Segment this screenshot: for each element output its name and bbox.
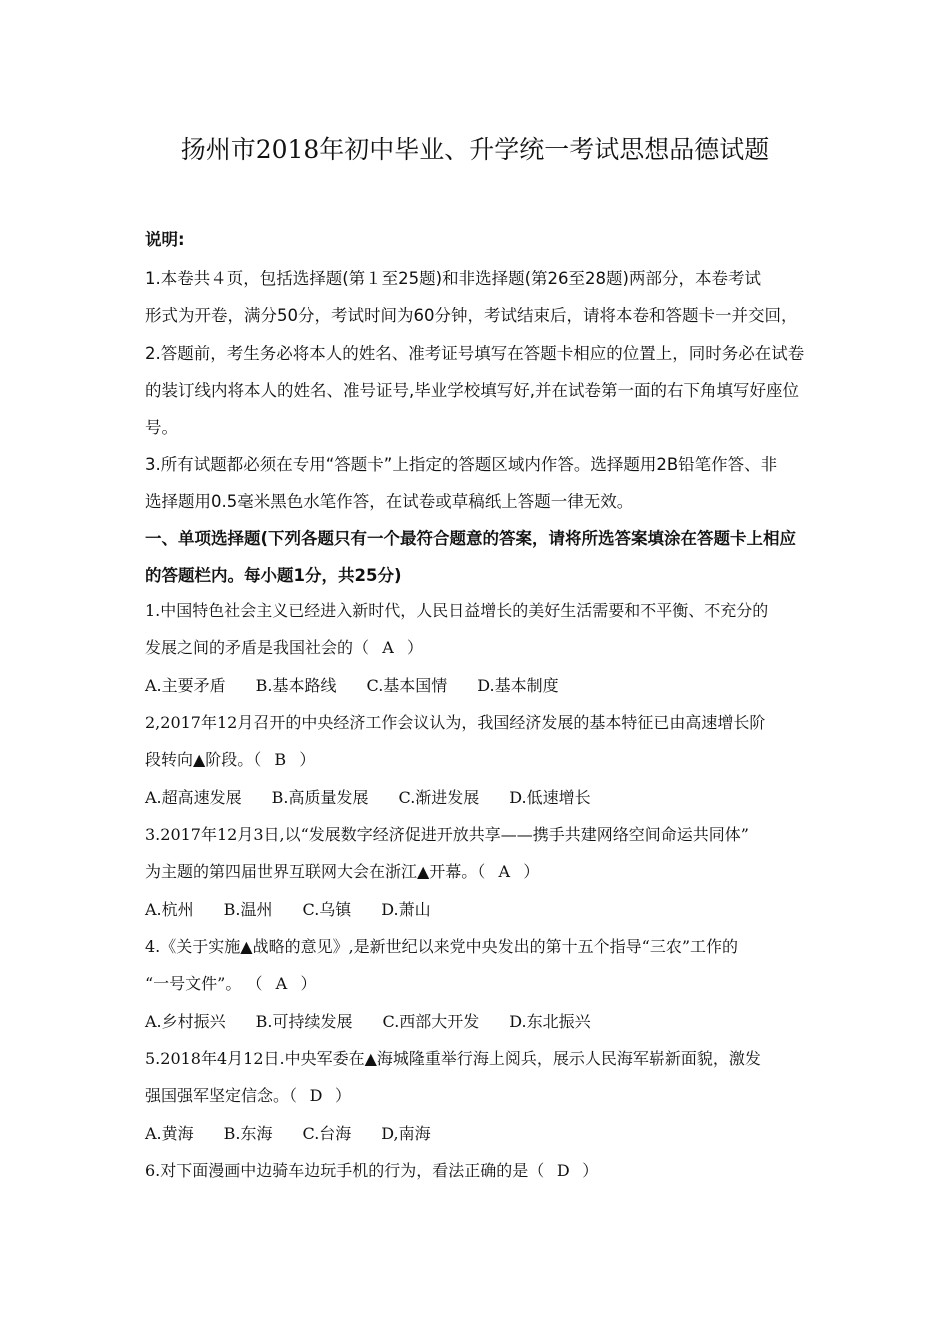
option: B.基本路线 bbox=[255, 676, 337, 695]
option: B.可持续发展 bbox=[255, 1012, 353, 1031]
instructions-heading: 说明: bbox=[145, 230, 185, 249]
option: C.乌镇 bbox=[302, 900, 352, 919]
question-answer: A bbox=[275, 974, 288, 993]
question-stem: 为主题的第四届世界互联网大会在浙江▲开幕。（ A ） bbox=[145, 862, 540, 881]
option: C.台海 bbox=[302, 1124, 352, 1143]
question-stem: 2,2017年12月召开的中央经济工作会议认为，我国经济发展的基本特征已由高速增长阶 bbox=[145, 713, 766, 732]
question-stem: 1.中国特色社会主义已经进入新时代，人民日益增长的美好生活需要和不平衡、不充分的 bbox=[145, 601, 769, 620]
option: A.主要矛盾 bbox=[145, 676, 226, 695]
section-heading: 一、单项选择题(下列各题只有一个最符合题意的答案，请将所选答案填涂在答题卡上相应 bbox=[145, 529, 797, 548]
question-answer: D bbox=[556, 1161, 570, 1180]
option: D.低速增长 bbox=[509, 788, 591, 807]
question-stem: 3.2017年12月3日,以“发展数字经济促进开放共享——携手共建网络空间命运共同体” bbox=[145, 825, 749, 844]
question-options bbox=[145, 785, 591, 808]
question-answer: A bbox=[498, 862, 511, 881]
question-options bbox=[145, 1009, 591, 1032]
question-answer: D bbox=[309, 1086, 323, 1105]
instruction-line: 2.答题前，考生务必将本人的姓名、准考证号填写在答题卡相应的位置上，同时务必在试卷 bbox=[145, 344, 805, 363]
instruction-line: 选择题用0.5毫米黑色水笔作答，在试卷或草稿纸上答题一律无效。 bbox=[145, 492, 634, 511]
option: C.基本国情 bbox=[366, 676, 448, 695]
instruction-line: 3.所有试题都必须在专用“答题卡”上指定的答题区域内作答。选择题用2B铅笔作答、非 bbox=[145, 455, 778, 474]
option: B.东海 bbox=[223, 1124, 273, 1143]
question-stem: 6.对下面漫画中边骑车边玩手机的行为，看法正确的是（ D ） bbox=[145, 1161, 599, 1180]
option: A.乡村振兴 bbox=[145, 1012, 226, 1031]
instruction-line: 形式为开卷，满分50分，考试时间为60分钟，考试结束后，请将本卷和答题卡一并交回， bbox=[145, 306, 798, 325]
option: D.东北振兴 bbox=[509, 1012, 591, 1031]
option: A.超高速发展 bbox=[145, 788, 242, 807]
option: B.高质量发展 bbox=[271, 788, 369, 807]
option: C.西部大开发 bbox=[382, 1012, 480, 1031]
instruction-line: 号。 bbox=[145, 418, 178, 437]
option: A.黄海 bbox=[145, 1124, 194, 1143]
instruction-line: 的装订线内将本人的姓名、准号证号,毕业学校填写好,并在试卷第一面的右下角填写好座位 bbox=[145, 381, 799, 400]
question-stem: “一号文件”。 （ A ） bbox=[145, 974, 317, 993]
option: D,南海 bbox=[381, 1124, 431, 1143]
question-answer: B bbox=[274, 750, 287, 769]
exam-title: 扬州市2018年初中毕业、升学统一考试思想品德试题 bbox=[180, 135, 770, 164]
question-stem: 段转向▲阶段。（ B ） bbox=[145, 750, 316, 769]
section-heading: 的答题栏内。每小题1分，共25分) bbox=[145, 566, 402, 585]
option: C.渐进发展 bbox=[398, 788, 480, 807]
option: A.杭州 bbox=[145, 900, 194, 919]
instruction-line: 1.本卷共４页，包括选择题(第１至25题)和非选择题(第26至28题)两部分，本卷考试 bbox=[145, 269, 761, 288]
question-options bbox=[145, 673, 559, 696]
question-stem: 5.2018年4月12日.中央军委在▲海城隆重举行海上阅兵，展示人民海军崭新面貌，激发 bbox=[145, 1049, 761, 1068]
question-answer: A bbox=[382, 638, 394, 657]
question-stem: 发展之间的矛盾是我国社会的（ A ） bbox=[145, 638, 424, 657]
question-stem: 4.《关于实施▲战略的意见》,是新世纪以来党中央发出的第十五个指导“三农”工作的 bbox=[145, 937, 739, 956]
question-stem: 强国强军坚定信念。（ D ） bbox=[145, 1086, 352, 1105]
option: D.萧山 bbox=[381, 900, 431, 919]
option: D.基本制度 bbox=[477, 676, 559, 695]
question-options bbox=[145, 897, 431, 920]
question-options bbox=[145, 1121, 431, 1144]
option: B.温州 bbox=[223, 900, 273, 919]
